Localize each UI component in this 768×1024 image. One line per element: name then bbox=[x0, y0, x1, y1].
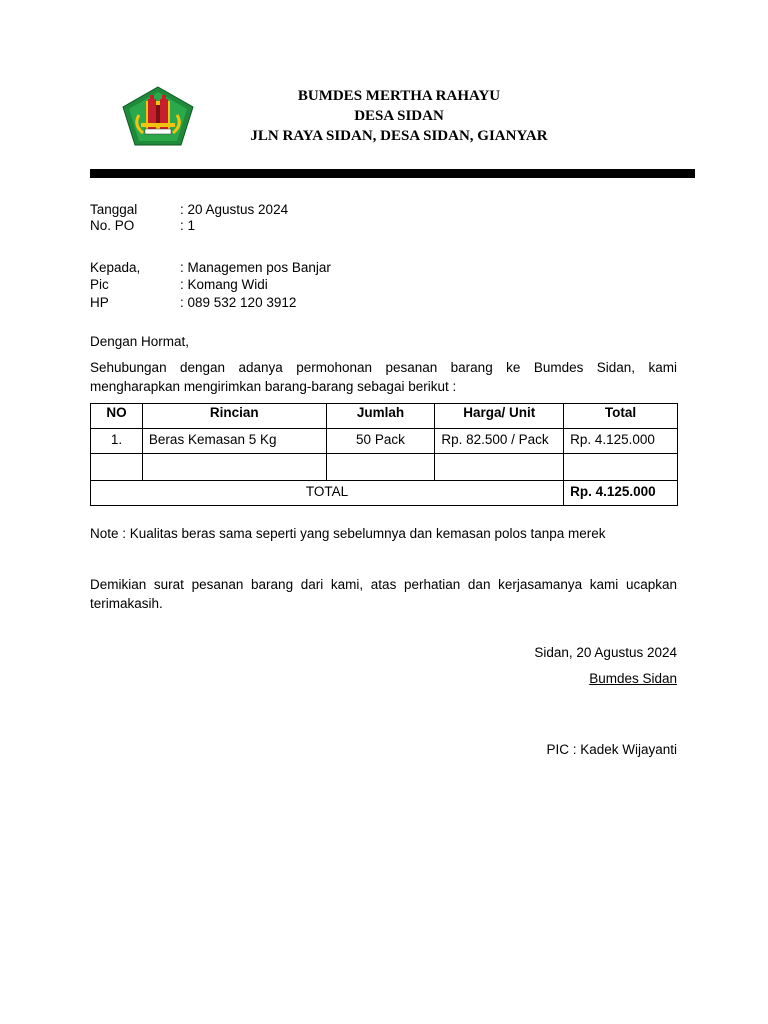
place-date: Sidan, 20 Agustus 2024 bbox=[534, 645, 677, 660]
letterhead bbox=[200, 86, 598, 146]
cell-total: Rp. 4.125.000 bbox=[564, 429, 678, 454]
gianyar-regency-emblem-icon bbox=[121, 85, 195, 147]
village-name: DESA SIDAN bbox=[354, 108, 444, 124]
date-label: Tanggal bbox=[90, 202, 138, 217]
po-value: : 1 bbox=[180, 218, 196, 233]
header-divider bbox=[90, 169, 695, 178]
cell-no bbox=[91, 454, 143, 481]
col-header-rincian: Rincian bbox=[142, 404, 326, 429]
phone-label: HP bbox=[90, 295, 109, 310]
cell-harga bbox=[435, 454, 564, 481]
org-name: BUMDES MERTHA RAHAYU bbox=[297, 88, 501, 104]
col-header-harga: Harga/ Unit bbox=[435, 404, 564, 429]
pic-row bbox=[90, 277, 268, 292]
date-row bbox=[90, 202, 288, 217]
cell-total bbox=[564, 454, 678, 481]
po-label: No. PO bbox=[90, 218, 135, 233]
order-table bbox=[90, 403, 678, 506]
org-address: JLN RAYA SIDAN, DESA SIDAN, GIANYAR bbox=[250, 128, 548, 144]
table-total-row bbox=[91, 481, 678, 506]
phone-row bbox=[90, 295, 296, 310]
recipient-row bbox=[90, 260, 331, 275]
phone-value: : 089 532 120 3912 bbox=[180, 295, 297, 310]
greeting: Dengan Hormat, bbox=[90, 334, 190, 349]
col-header-jumlah: Jumlah bbox=[326, 404, 435, 429]
cell-rincian: Beras Kemasan 5 Kg bbox=[142, 429, 326, 454]
col-header-total: Total bbox=[564, 404, 678, 429]
table-header-row bbox=[91, 404, 678, 429]
note: Note : Kualitas beras sama seperti yang sebelumnya dan kemasan polos tanpa merek bbox=[90, 526, 606, 541]
cell-no: 1. bbox=[91, 429, 143, 454]
intro-paragraph: Sehubungan dengan adanya permohonan pesanan barang ke Bumdes Sidan, kami mengharapkan mengirimkan barang-barang sebagai berikut : bbox=[90, 360, 677, 394]
total-label: TOTAL bbox=[91, 481, 564, 506]
cell-jumlah bbox=[326, 454, 435, 481]
pic-value: : Komang Widi bbox=[180, 277, 268, 292]
table-row bbox=[91, 454, 678, 481]
pic-label: Pic bbox=[90, 277, 109, 292]
cell-jumlah: 50 Pack bbox=[326, 429, 435, 454]
po-row bbox=[90, 218, 195, 233]
signatory-pic: PIC : Kadek Wijayanti bbox=[546, 742, 677, 757]
col-header-no: NO bbox=[91, 404, 143, 429]
signatory-org: Bumdes Sidan bbox=[589, 671, 677, 686]
cell-harga: Rp. 82.500 / Pack bbox=[435, 429, 564, 454]
recipient-label: Kepada, bbox=[90, 260, 141, 275]
closing-paragraph: Demikian surat pesanan barang dari kami, atas perhatian dan kerjasamanya kami ucapkan terimakasih. bbox=[90, 577, 677, 611]
date-value: : 20 Agustus 2024 bbox=[180, 202, 289, 217]
total-value: Rp. 4.125.000 bbox=[564, 481, 678, 506]
cell-rincian bbox=[142, 454, 326, 481]
recipient-value: : Managemen pos Banjar bbox=[180, 260, 331, 275]
table-row bbox=[91, 429, 678, 454]
